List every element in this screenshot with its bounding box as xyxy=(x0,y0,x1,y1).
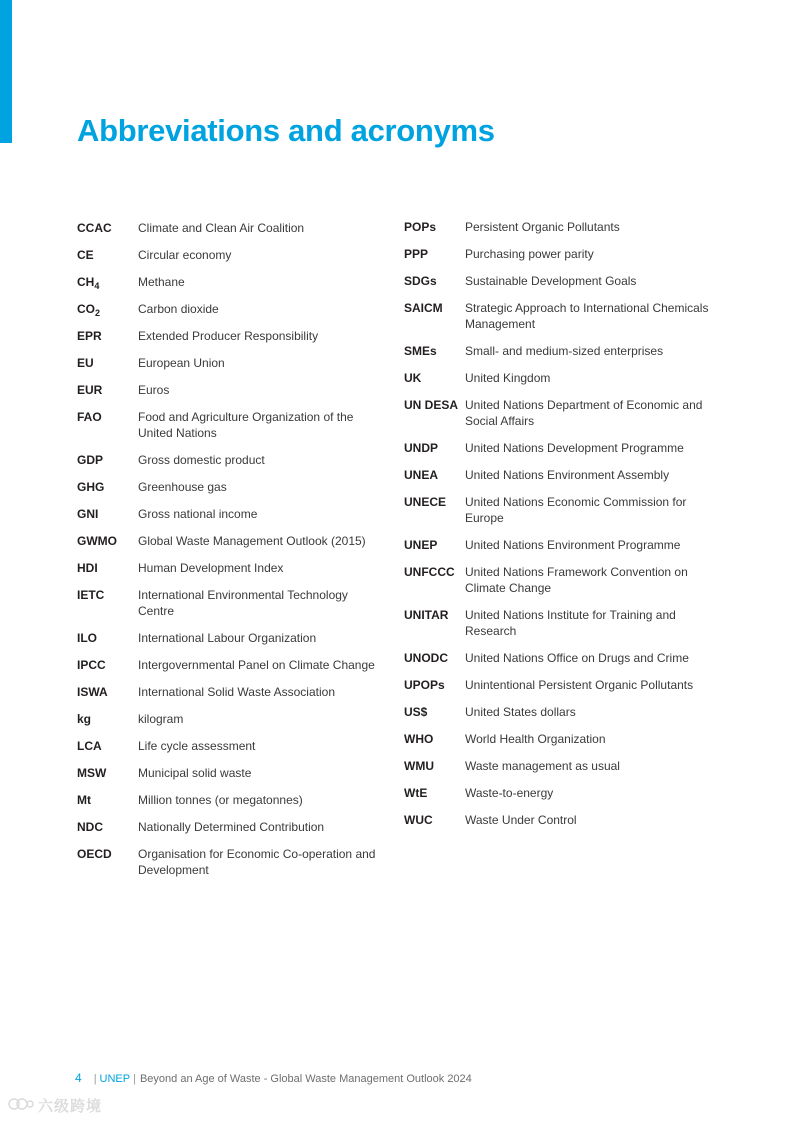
abbreviation-term xyxy=(404,758,465,774)
abbreviation-term-text: OECD xyxy=(77,847,112,861)
abbreviation-entry xyxy=(404,537,714,553)
abbreviation-term xyxy=(77,792,138,808)
abbreviation-definition: Human Development Index xyxy=(138,561,284,575)
abbreviation-entry xyxy=(404,273,714,289)
abbreviation-entry xyxy=(77,630,387,646)
abbreviation-term-text: CH xyxy=(77,275,95,289)
abbreviation-entry xyxy=(77,587,387,619)
abbreviation-term-text: IPCC xyxy=(77,658,106,672)
abbreviation-term xyxy=(77,409,138,425)
abbreviation-definition: United Nations Framework Convention on Climate Change xyxy=(465,565,688,595)
abbreviation-term-text: UPOPs xyxy=(404,678,445,692)
abbreviation-definition: United Kingdom xyxy=(465,371,551,385)
abbreviation-term xyxy=(404,343,465,359)
abbreviation-entry xyxy=(404,300,714,332)
abbreviation-entry xyxy=(77,711,387,727)
abbreviation-term-text: UN DESA xyxy=(404,398,459,412)
abbreviation-entry xyxy=(404,440,714,456)
abbreviation-term-text: ILO xyxy=(77,631,97,645)
abbreviation-entry xyxy=(77,382,387,398)
abbreviation-term-text: POPs xyxy=(404,220,437,234)
abbreviation-term xyxy=(404,677,465,693)
abbreviation-entry xyxy=(404,677,714,693)
abbreviation-definition: United Nations Institute for Training and Research xyxy=(465,608,676,638)
abbreviation-term xyxy=(404,246,465,262)
abbreviation-term xyxy=(77,657,138,673)
abbreviation-definition: Euros xyxy=(138,383,170,397)
abbreviation-definition: Municipal solid waste xyxy=(138,766,252,780)
abbreviation-term xyxy=(77,479,138,495)
abbreviation-definition: World Health Organization xyxy=(465,732,606,746)
abbreviation-definition: Gross national income xyxy=(138,507,258,521)
abbreviation-term xyxy=(404,731,465,747)
abbreviation-term-text: CO xyxy=(77,302,95,316)
abbreviation-definition: Life cycle assessment xyxy=(138,739,256,753)
abbreviation-term xyxy=(404,219,465,235)
abbreviation-subscript: 2 xyxy=(95,308,101,318)
abbreviation-term-text: WtE xyxy=(404,786,428,800)
abbreviation-entry xyxy=(77,301,387,317)
abbreviation-term xyxy=(77,301,138,317)
abbreviation-term-text: EU xyxy=(77,356,94,370)
abbreviation-definition: Extended Producer Responsibility xyxy=(138,329,319,343)
abbreviation-term xyxy=(77,220,138,236)
abbreviation-term-text: UNODC xyxy=(404,651,448,665)
abbreviation-term xyxy=(404,607,465,623)
abbreviation-definition: European Union xyxy=(138,356,225,370)
abbreviation-entry xyxy=(404,607,714,639)
abbreviation-definition: Carbon dioxide xyxy=(138,302,219,316)
abbreviation-term xyxy=(77,846,138,862)
abbreviation-term-text: ISWA xyxy=(77,685,108,699)
accent-bar xyxy=(0,0,12,143)
abbreviation-term-text: IETC xyxy=(77,588,105,602)
page-footer xyxy=(75,1071,472,1085)
abbreviation-entry xyxy=(77,819,387,835)
page-title: Abbreviations and acronyms xyxy=(77,113,495,148)
abbreviation-term xyxy=(404,370,465,386)
abbreviation-term-text: FAO xyxy=(77,410,102,424)
abbreviation-term xyxy=(77,452,138,468)
abbreviation-entry xyxy=(77,220,387,236)
abbreviation-entry xyxy=(77,738,387,754)
abbreviation-term xyxy=(77,587,138,603)
abbreviation-definition: Purchasing power parity xyxy=(465,247,594,261)
abbreviation-term-text: GDP xyxy=(77,453,104,467)
abbreviation-entry xyxy=(77,452,387,468)
abbreviation-term-text: UNEA xyxy=(404,468,439,482)
abbreviation-term-text: UNDP xyxy=(404,441,439,455)
page-number: 4 xyxy=(75,1071,82,1085)
abbreviation-term-text: EPR xyxy=(77,329,102,343)
abbreviation-term xyxy=(77,711,138,727)
abbreviation-definition: Unintentional Persistent Organic Pollutants xyxy=(465,678,694,692)
abbreviation-entry xyxy=(77,846,387,878)
abbreviation-definition: International Environmental Technology Centre xyxy=(138,588,348,618)
abbreviations-left-column xyxy=(77,220,387,889)
abbreviation-definition: United Nations Economic Commission for Europe xyxy=(465,495,687,525)
abbreviation-term xyxy=(77,533,138,549)
abbreviation-definition: United Nations Environment Programme xyxy=(465,538,681,552)
abbreviation-term-text: CE xyxy=(77,248,94,262)
footer-org: UNEP xyxy=(99,1073,131,1085)
abbreviation-entry xyxy=(404,397,714,429)
abbreviation-entry xyxy=(77,765,387,781)
abbreviation-definition: Waste Under Control xyxy=(465,813,577,827)
abbreviation-term xyxy=(77,819,138,835)
abbreviation-entry xyxy=(77,657,387,673)
abbreviation-entry xyxy=(404,494,714,526)
abbreviation-entry xyxy=(77,328,387,344)
abbreviation-entry xyxy=(404,246,714,262)
abbreviation-term xyxy=(404,704,465,720)
abbreviation-definition: United Nations Department of Economic and Social Affairs xyxy=(465,398,703,428)
abbreviation-term xyxy=(77,630,138,646)
abbreviation-definition: Intergovernmental Panel on Climate Change xyxy=(138,658,375,672)
abbreviation-term xyxy=(77,506,138,522)
abbreviation-term xyxy=(404,537,465,553)
abbreviation-term-text: Mt xyxy=(77,793,91,807)
abbreviation-term xyxy=(77,355,138,371)
abbreviation-term-text: EUR xyxy=(77,383,103,397)
abbreviation-definition: Strategic Approach to International Chemicals Management xyxy=(465,301,709,331)
abbreviation-definition: Circular economy xyxy=(138,248,232,262)
abbreviation-term xyxy=(404,467,465,483)
abbreviation-entry xyxy=(77,479,387,495)
abbreviation-entry xyxy=(77,409,387,441)
abbreviation-term xyxy=(404,273,465,289)
abbreviation-term-text: UNEP xyxy=(404,538,438,552)
abbreviation-term xyxy=(77,382,138,398)
abbreviation-subscript: 4 xyxy=(94,281,100,291)
abbreviation-definition: Persistent Organic Pollutants xyxy=(465,220,620,234)
abbreviation-definition: Organisation for Economic Co-operation and Development xyxy=(138,847,376,877)
abbreviation-definition: Million tonnes (or megatonnes) xyxy=(138,793,303,807)
abbreviation-term xyxy=(77,684,138,700)
abbreviation-term-text: MSW xyxy=(77,766,107,780)
watermark-logo-icon xyxy=(8,1096,34,1115)
abbreviation-term-text: SMEs xyxy=(404,344,437,358)
watermark-text: 六级跨境 xyxy=(38,1098,103,1115)
abbreviation-entry xyxy=(404,370,714,386)
abbreviation-entry xyxy=(404,650,714,666)
abbreviation-term-text: UNITAR xyxy=(404,608,449,622)
abbreviation-definition: Sustainable Development Goals xyxy=(465,274,637,288)
abbreviation-term-text: GNI xyxy=(77,507,99,521)
abbreviation-term xyxy=(404,300,465,316)
abbreviation-term xyxy=(77,247,138,263)
abbreviation-definition: Global Waste Management Outlook (2015) xyxy=(138,534,366,548)
footer-separator: | xyxy=(133,1073,136,1085)
footer-doc-title: Beyond an Age of Waste - Global Waste Management Outlook 2024 xyxy=(139,1073,472,1085)
abbreviation-entry xyxy=(404,343,714,359)
abbreviation-definition: Greenhouse gas xyxy=(138,480,227,494)
abbreviation-term xyxy=(77,738,138,754)
abbreviation-term-text: GWMO xyxy=(77,534,117,548)
abbreviation-term-text: WHO xyxy=(404,732,434,746)
abbreviation-term-text: SDGs xyxy=(404,274,437,288)
abbreviation-entry xyxy=(404,758,714,774)
abbreviation-entry xyxy=(77,274,387,290)
abbreviation-definition: kilogram xyxy=(138,712,184,726)
abbreviation-term-text: WUC xyxy=(404,813,433,827)
footer-separator: | xyxy=(93,1073,97,1085)
abbreviation-entry xyxy=(77,355,387,371)
abbreviation-term xyxy=(404,494,465,510)
abbreviation-definition: Waste-to-energy xyxy=(465,786,554,800)
abbreviation-term xyxy=(77,765,138,781)
abbreviation-definition: United Nations Environment Assembly xyxy=(465,468,670,482)
abbreviation-entry xyxy=(77,506,387,522)
abbreviation-entry xyxy=(404,731,714,747)
abbreviation-term-text: CCAC xyxy=(77,221,112,235)
abbreviation-term xyxy=(77,274,138,290)
abbreviation-term-text: SAICM xyxy=(404,301,443,315)
abbreviation-entry xyxy=(404,785,714,801)
abbreviation-term xyxy=(404,650,465,666)
abbreviation-entry xyxy=(404,704,714,720)
abbreviation-term xyxy=(404,440,465,456)
abbreviation-entry xyxy=(77,792,387,808)
abbreviation-term-text: HDI xyxy=(77,561,98,575)
abbreviation-definition: International Solid Waste Association xyxy=(138,685,335,699)
abbreviation-entry xyxy=(77,247,387,263)
abbreviation-term-text: LCA xyxy=(77,739,102,753)
abbreviation-term xyxy=(404,812,465,828)
abbreviation-term-text: UNFCCC xyxy=(404,565,455,579)
abbreviation-entry xyxy=(77,560,387,576)
watermark xyxy=(8,1095,102,1116)
abbreviation-definition: Methane xyxy=(138,275,185,289)
abbreviation-definition: International Labour Organization xyxy=(138,631,317,645)
abbreviation-definition: Nationally Determined Contribution xyxy=(138,820,325,834)
abbreviation-entry xyxy=(77,533,387,549)
abbreviation-term xyxy=(77,560,138,576)
abbreviation-term-text: US$ xyxy=(404,705,428,719)
abbreviation-term xyxy=(404,785,465,801)
abbreviation-term-text: WMU xyxy=(404,759,434,773)
abbreviation-definition: United Nations Development Programme xyxy=(465,441,684,455)
abbreviation-term xyxy=(404,397,465,413)
abbreviation-definition: Waste management as usual xyxy=(465,759,620,773)
abbreviation-term-text: PPP xyxy=(404,247,429,261)
abbreviation-definition: Food and Agriculture Organization of the United Nations xyxy=(138,410,354,440)
abbreviation-definition: United Nations Office on Drugs and Crime xyxy=(465,651,689,665)
abbreviation-term-text: GHG xyxy=(77,480,105,494)
abbreviation-entry xyxy=(404,219,714,235)
abbreviation-definition: United States dollars xyxy=(465,705,576,719)
abbreviation-term-text: UK xyxy=(404,371,422,385)
abbreviation-term xyxy=(77,328,138,344)
abbreviation-entry xyxy=(404,467,714,483)
abbreviations-right-column xyxy=(404,219,714,839)
abbreviation-term-text: NDC xyxy=(77,820,103,834)
abbreviation-definition: Climate and Clean Air Coalition xyxy=(138,221,305,235)
abbreviation-term-text: UNECE xyxy=(404,495,447,509)
abbreviation-entry xyxy=(404,812,714,828)
abbreviation-entry xyxy=(404,564,714,596)
abbreviation-term xyxy=(404,564,465,580)
abbreviation-entry xyxy=(77,684,387,700)
abbreviation-definition: Gross domestic product xyxy=(138,453,265,467)
abbreviation-definition: Small- and medium-sized enterprises xyxy=(465,344,664,358)
abbreviation-term-text: kg xyxy=(77,712,92,726)
